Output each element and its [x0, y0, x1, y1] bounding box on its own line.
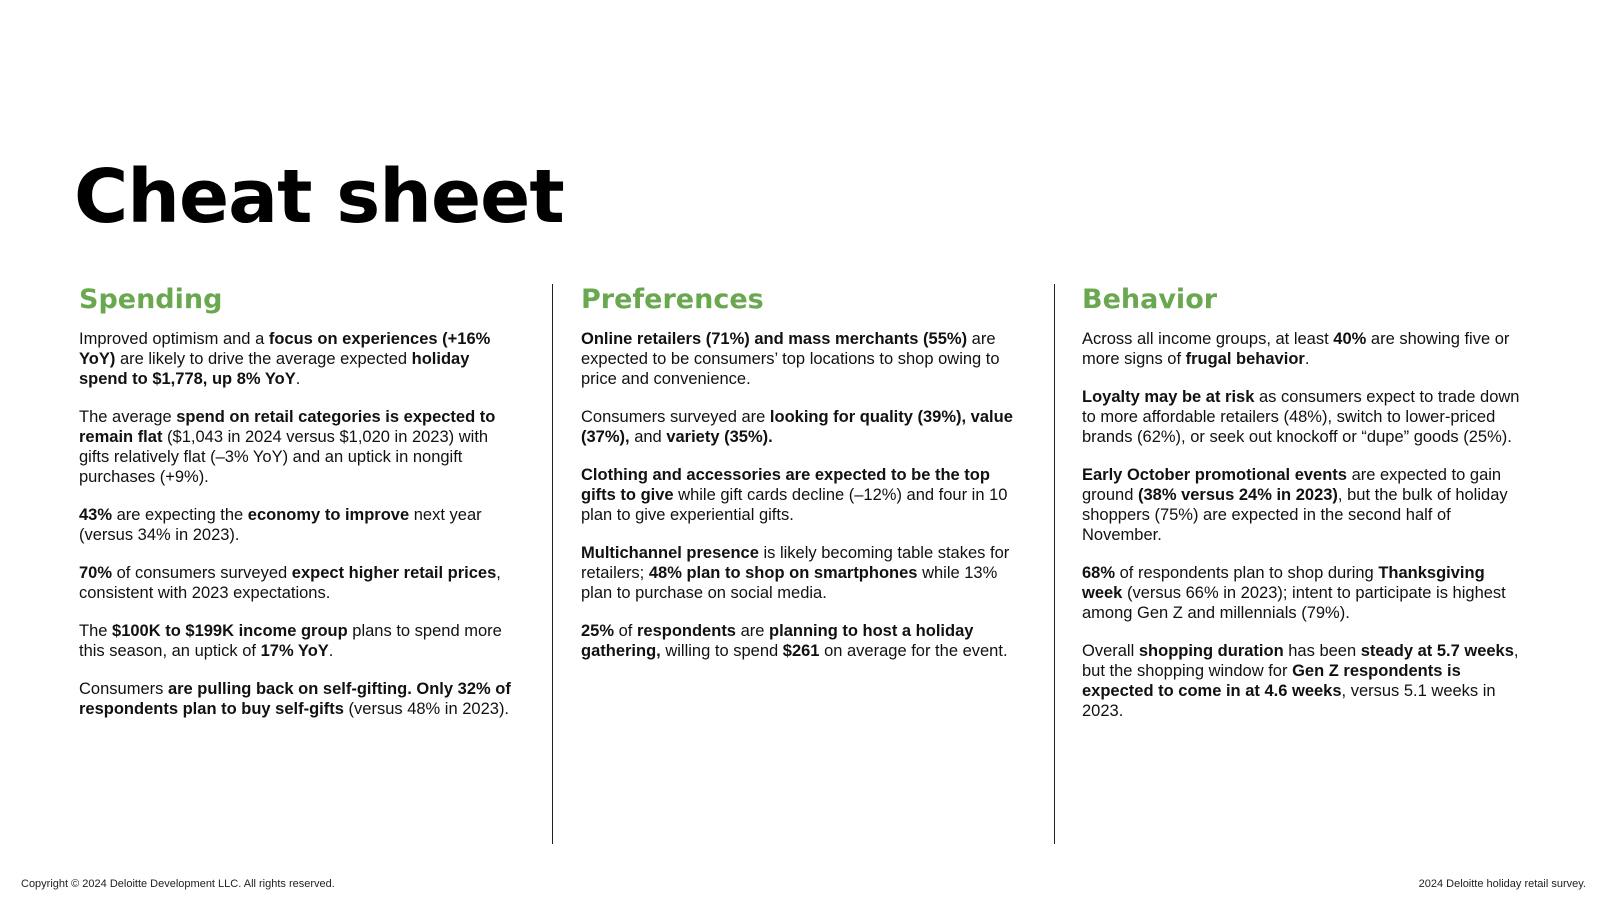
copyright-text: Copyright © 2024 Deloitte Development LLC. All rights reserved.: [21, 878, 335, 890]
body-text: plans to spend more this season, an uptick of: [79, 622, 502, 660]
emphasis-text: $261: [782, 642, 820, 660]
preferences-paragraphs: [581, 329, 1027, 661]
body-text: are expecting the: [112, 506, 248, 524]
body-text: and: [629, 428, 667, 446]
body-text: of consumers surveyed: [112, 564, 292, 582]
column-spending: [79, 282, 521, 737]
column-heading-preferences: Preferences: [581, 284, 764, 315]
body-text: , consistent with 2023 expectations.: [79, 564, 501, 602]
body-text: , versus 5.1 weeks in 2023.: [1082, 682, 1496, 720]
body-text: Consumers surveyed are: [581, 408, 770, 426]
emphasis-text: holiday spend to $1,778, up 8% YoY: [79, 350, 470, 388]
emphasis-text: 48% plan to shop on smartphones: [648, 564, 918, 582]
body-text: are expected to gain ground: [1082, 466, 1502, 504]
bullet-paragraph: [79, 679, 521, 719]
emphasis-text: Early October promotional events: [1082, 466, 1347, 484]
emphasis-text: 17% YoY: [260, 642, 329, 660]
emphasis-text: 68%: [1082, 564, 1116, 582]
body-text: while 13% plan to purchase on social media.: [581, 564, 998, 602]
emphasis-text: 25%: [581, 622, 615, 640]
bullet-paragraph: [79, 563, 521, 603]
body-text: are: [736, 622, 770, 640]
bullet-paragraph: [581, 465, 1027, 525]
body-text: The: [79, 622, 113, 640]
body-text: of: [614, 622, 637, 640]
body-text: ($1,043 in 2024 versus $1,020 in 2023) with gifts relatively flat (–3% YoY) and an uptick in nongift purchases (+9%).: [79, 428, 489, 486]
body-text: , but the bulk of holiday shoppers (75%) are expected in the second half of November.: [1082, 486, 1508, 544]
body-text: are showing five or more signs of: [1082, 330, 1510, 368]
body-text: is likely becoming table stakes for retailers;: [581, 544, 1010, 582]
bullet-paragraph: [1082, 329, 1522, 369]
bullet-paragraph: [581, 543, 1027, 603]
body-text: Improved optimism and a: [79, 330, 269, 348]
body-text: .: [295, 370, 301, 388]
emphasis-text: economy to improve: [247, 506, 410, 524]
source-note: 2024 Deloitte holiday retail survey.: [1418, 878, 1586, 890]
body-text: of respondents plan to shop during: [1115, 564, 1379, 582]
bullet-paragraph: [581, 329, 1027, 389]
bullet-paragraph: [1082, 387, 1522, 447]
bullet-paragraph: [1082, 465, 1522, 545]
emphasis-text: expect higher retail prices: [291, 564, 497, 582]
column-divider: [552, 284, 553, 844]
body-text: next year (versus 34% in 2023).: [79, 506, 482, 544]
bullet-paragraph: [79, 505, 521, 545]
emphasis-text: are pulling back on self-gifting. Only 32% of respondents plan to buy self-gifts: [79, 680, 511, 718]
emphasis-text: Multichannel presence: [581, 544, 759, 562]
emphasis-text: $100K to $199K income group: [112, 622, 348, 640]
bullet-paragraph: [79, 407, 521, 487]
emphasis-text: planning to host a holiday gathering,: [581, 622, 974, 660]
body-text: .: [1304, 350, 1310, 368]
emphasis-text: 70%: [79, 564, 113, 582]
body-text: , but the shopping window for: [1082, 642, 1519, 680]
emphasis-text: Online retailers (71%) and mass merchants (55%): [581, 330, 968, 348]
emphasis-text: shopping duration: [1138, 642, 1284, 660]
body-text: are expected to be consumers’ top locations to shop owing to price and convenience.: [581, 330, 1000, 388]
body-text: Consumers: [79, 680, 168, 698]
emphasis-text: (38% versus 24% in 2023): [1137, 486, 1338, 504]
emphasis-text: steady at 5.7 weeks: [1360, 642, 1514, 660]
bullet-paragraph: [79, 621, 521, 661]
body-text: (versus 66% in 2023); intent to participate is highest among Gen Z and millennials (79%).: [1082, 584, 1506, 622]
bullet-paragraph: [581, 621, 1027, 661]
body-text: .: [328, 642, 334, 660]
body-text: (versus 48% in 2023).: [343, 700, 510, 718]
emphasis-text: 40%: [1333, 330, 1367, 348]
body-text: Overall: [1082, 642, 1139, 660]
emphasis-text: Loyalty may be at risk: [1082, 388, 1255, 406]
emphasis-text: 43%: [79, 506, 113, 524]
column-preferences: [581, 282, 1027, 679]
column-heading-spending: Spending: [79, 284, 223, 315]
bullet-paragraph: [1082, 563, 1522, 623]
page-title: Cheat sheet: [74, 154, 564, 240]
body-text: as consumers expect to trade down to more affordable retailers (48%), switch to lower-priced brands (62%), or seek out knockoff or “dupe” goods (25%).: [1082, 388, 1520, 446]
emphasis-text: focus on experiences (+16% YoY): [79, 330, 491, 368]
column-heading-behavior: Behavior: [1082, 284, 1218, 315]
behavior-paragraphs: [1082, 329, 1522, 721]
emphasis-text: Thanksgiving week: [1082, 564, 1485, 602]
emphasis-text: variety (35%).: [666, 428, 773, 446]
bullet-paragraph: [1082, 641, 1522, 721]
column-behavior: [1082, 282, 1522, 739]
body-text: are likely to drive the average expected: [115, 350, 412, 368]
emphasis-text: Clothing and accessories are expected to be the top gifts to give: [581, 466, 990, 504]
body-text: The average: [79, 408, 177, 426]
emphasis-text: respondents: [636, 622, 736, 640]
column-divider: [1054, 284, 1055, 844]
emphasis-text: spend on retail categories is expected to remain flat: [79, 408, 496, 446]
body-text: on average for the event.: [819, 642, 1008, 660]
spending-paragraphs: [79, 329, 521, 719]
bullet-paragraph: [581, 407, 1027, 447]
emphasis-text: frugal behavior: [1185, 350, 1305, 368]
bullet-paragraph: [79, 329, 521, 389]
body-text: has been: [1283, 642, 1361, 660]
body-text: while gift cards decline (–12%) and four in 10 plan to give experiential gifts.: [581, 486, 1008, 524]
emphasis-text: looking for quality (39%), value (37%),: [581, 408, 1013, 446]
body-text: Across all income groups, at least: [1082, 330, 1334, 348]
emphasis-text: Gen Z respondents is expected to come in at 4.6 weeks: [1082, 662, 1461, 700]
body-text: willing to spend: [660, 642, 783, 660]
